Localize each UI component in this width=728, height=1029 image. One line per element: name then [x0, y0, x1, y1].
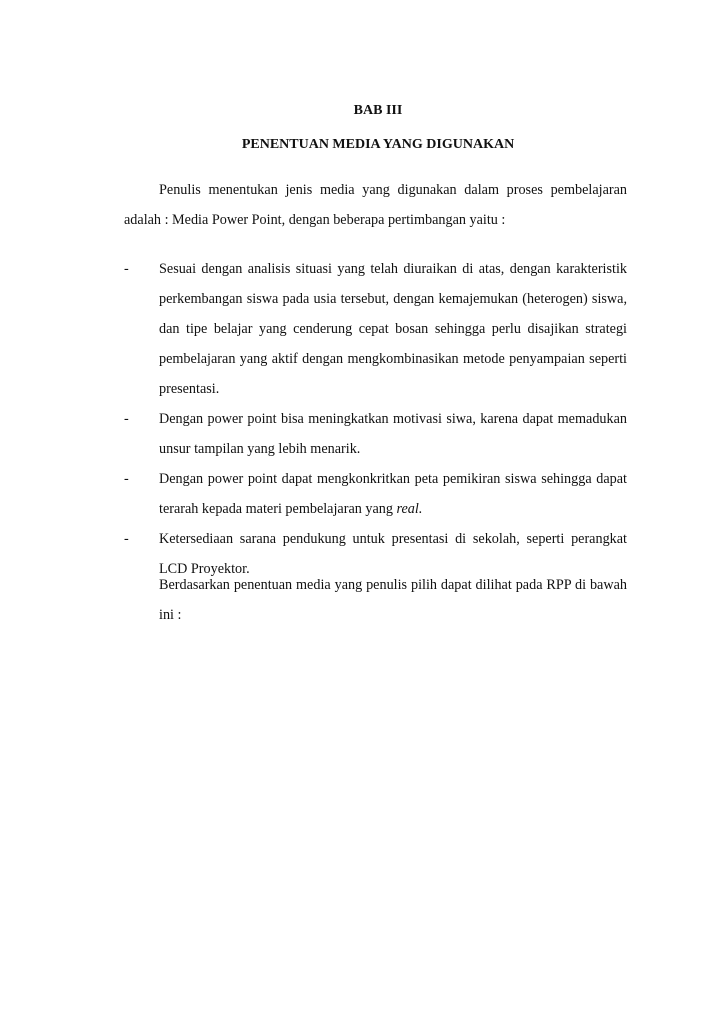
- list-item-text: Dengan power point dapat mengkonkritkan peta pemikiran siswa sehingga dapat terarah kepada materi pembelajaran yang: [159, 471, 627, 517]
- chapter-heading: BAB III: [353, 103, 403, 118]
- bullet-dash: -: [124, 261, 129, 277]
- list-item-text: Dengan power point bisa meningkatkan motivasi siwa, karena dapat memadukan unsur tampilan yang lebih menarik.: [159, 411, 627, 457]
- list-item-text: Ketersediaan sarana pendukung untuk presentasi di sekolah, seperti perangkat LCD Proyektor.: [159, 531, 627, 577]
- intro-paragraph: Penulis menentukan jenis media yang digunakan dalam proses pembelajaran adalah : Media Power Point, dengan beberapa pertimbangan yaitu :: [124, 182, 627, 228]
- bullet-dash: -: [124, 531, 129, 547]
- list-item-text: Sesuai dengan analisis situasi yang telah diuraikan di atas, dengan karakteristik perkembangan siswa pada usia tersebut, dengan kemajemukan (heterogen) siswa, dan tipe belajar yang cenderung cepat bosan sehingga perlu disajikan strategi pembelajaran yang aktif dengan mengkombinasikan metode penyampaian seperti presentasi.: [159, 261, 627, 397]
- bullet-dash: -: [124, 411, 129, 427]
- list-item: [124, 464, 627, 524]
- closing-paragraph: Berdasarkan penentuan media yang penulis pilih dapat dilihat pada RPP di bawah ini :: [159, 577, 627, 623]
- consideration-list: [124, 254, 627, 584]
- list-item-italic-text: real.: [396, 501, 423, 517]
- bullet-dash: -: [124, 471, 129, 487]
- list-item: [124, 254, 627, 404]
- chapter-title: PENENTUAN MEDIA YANG DIGUNAKAN: [241, 137, 515, 152]
- list-item: [124, 404, 627, 464]
